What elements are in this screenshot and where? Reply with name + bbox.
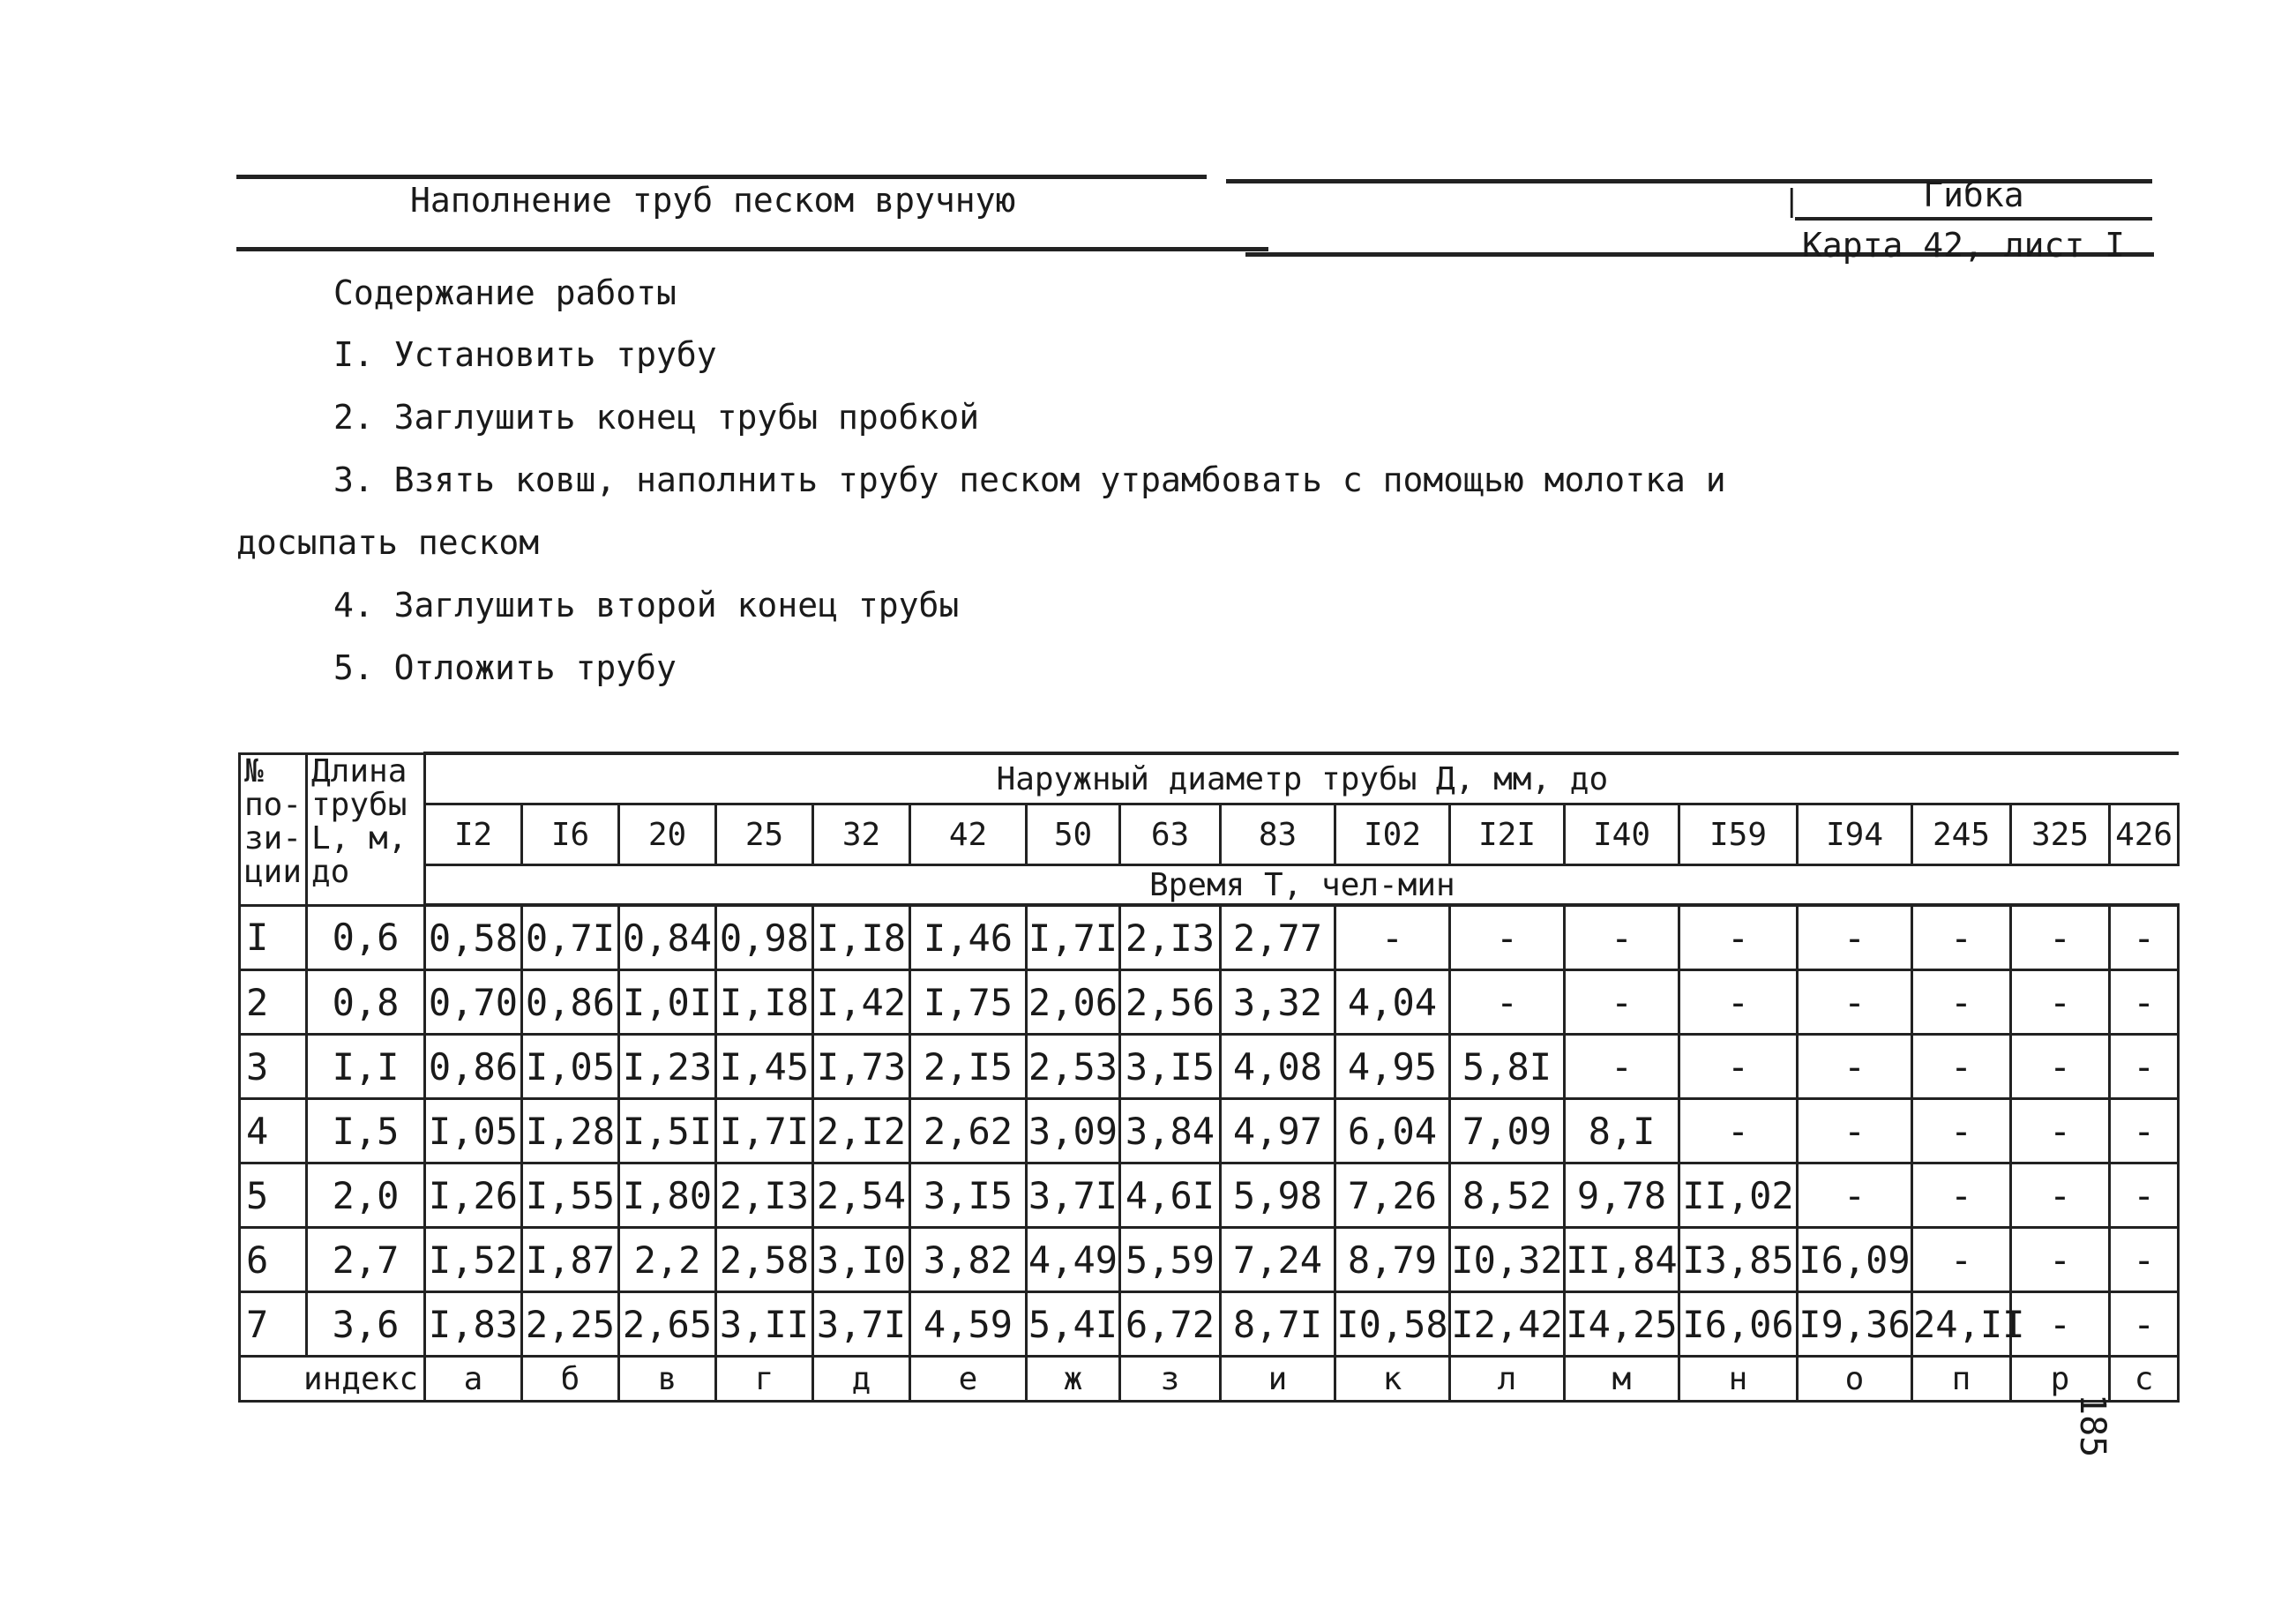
- time-cell: I,83: [425, 1292, 522, 1357]
- page-title: Наполнение труб песком вручную: [410, 181, 1016, 220]
- diameter-header-cell: I6: [522, 804, 619, 865]
- length-cell: 3,6: [307, 1292, 425, 1357]
- time-cell: 3,84: [1120, 1099, 1221, 1163]
- time-cell: 7,24: [1221, 1228, 1335, 1292]
- time-cell: -: [2110, 1035, 2179, 1099]
- diameter-header-cell: 50: [1027, 804, 1120, 865]
- time-cell: I3,85: [1679, 1228, 1798, 1292]
- position-cell: I: [240, 905, 307, 970]
- time-cell: I,7I: [716, 1099, 813, 1163]
- category-label: Гибка: [1795, 173, 2152, 221]
- time-norms-table: [238, 752, 2180, 1403]
- time-cell: I9,36: [1798, 1292, 1912, 1357]
- index-row: [240, 1357, 2179, 1402]
- table-row: [240, 1292, 2179, 1357]
- time-cell: -: [1565, 970, 1679, 1035]
- diameter-header-cell: I2I: [1450, 804, 1565, 865]
- position-cell: 6: [240, 1228, 307, 1292]
- diameter-header-cell: 426: [2110, 804, 2179, 865]
- time-cell: I6,06: [1679, 1292, 1798, 1357]
- time-cell: 2,I2: [813, 1099, 910, 1163]
- time-cell: 2,I3: [716, 1163, 813, 1228]
- diameter-header-cell: 63: [1120, 804, 1221, 865]
- table-row: [240, 1099, 2179, 1163]
- step-5: 5. Отложить трубу: [333, 648, 677, 687]
- length-cell: 2,0: [307, 1163, 425, 1228]
- time-cell: 5,8I: [1450, 1035, 1565, 1099]
- time-cell: I,5I: [619, 1099, 716, 1163]
- diameter-header-cell: I40: [1565, 804, 1679, 865]
- time-cell: 8,79: [1335, 1228, 1450, 1292]
- position-column-header: № по-зи-ции: [240, 753, 307, 905]
- step-4: 4. Заглушить второй конец трубы: [333, 586, 960, 625]
- step-3: 3. Взять ковш, наполнить трубу песком утрамбовать с помощью молотка и: [333, 460, 1726, 499]
- time-cell: -: [2110, 1163, 2179, 1228]
- time-cell: I,26: [425, 1163, 522, 1228]
- time-cell: -: [2110, 1228, 2179, 1292]
- time-cell: I,I8: [716, 970, 813, 1035]
- time-header: Время T, чел-мин: [425, 865, 2179, 906]
- time-cell: 5,4I: [1027, 1292, 1120, 1357]
- length-cell: I,I: [307, 1035, 425, 1099]
- index-cell: с: [2110, 1357, 2179, 1402]
- diameter-header-cell: I02: [1335, 804, 1450, 865]
- time-cell: -: [2011, 1163, 2110, 1228]
- time-cell: I,I8: [813, 905, 910, 970]
- time-cell: 24,II: [1912, 1292, 2011, 1357]
- time-cell: -: [1912, 905, 2011, 970]
- diameter-row: [240, 804, 2179, 865]
- time-cell: 2,2: [619, 1228, 716, 1292]
- diameter-header: Наружный диаметр трубы Д, мм, до: [425, 753, 2179, 804]
- table-body: [240, 905, 2179, 1402]
- position-cell: 5: [240, 1163, 307, 1228]
- time-cell: -: [1565, 1035, 1679, 1099]
- time-cell: I0,58: [1335, 1292, 1450, 1357]
- time-cell: 6,04: [1335, 1099, 1450, 1163]
- time-cell: I2,42: [1450, 1292, 1565, 1357]
- position-cell: 4: [240, 1099, 307, 1163]
- time-cell: -: [1798, 1163, 1912, 1228]
- time-cell: -: [2011, 905, 2110, 970]
- length-cell: I,5: [307, 1099, 425, 1163]
- position-cell: 7: [240, 1292, 307, 1357]
- index-cell: л: [1450, 1357, 1565, 1402]
- position-cell: 3: [240, 1035, 307, 1099]
- time-cell: I,73: [813, 1035, 910, 1099]
- diameter-header-cell: I59: [1679, 804, 1798, 865]
- index-cell: ж: [1027, 1357, 1120, 1402]
- time-cell: 7,09: [1450, 1099, 1565, 1163]
- time-cell: 2,I5: [910, 1035, 1027, 1099]
- time-cell: 3,32: [1221, 970, 1335, 1035]
- time-cell: 0,98: [716, 905, 813, 970]
- time-cell: -: [2110, 1292, 2179, 1357]
- time-cell: I,23: [619, 1035, 716, 1099]
- diameter-header-cell: 325: [2011, 804, 2110, 865]
- time-cell: -: [1912, 1163, 2011, 1228]
- time-cell: II,84: [1565, 1228, 1679, 1292]
- time-cell: -: [2011, 970, 2110, 1035]
- time-cell: 4,59: [910, 1292, 1027, 1357]
- index-cell: п: [1912, 1357, 2011, 1402]
- diameter-header-cell: 42: [910, 804, 1027, 865]
- content-heading: Содержание работы: [333, 273, 677, 312]
- time-cell: 2,62: [910, 1099, 1027, 1163]
- index-label: индекс: [240, 1357, 425, 1402]
- index-cell: б: [522, 1357, 619, 1402]
- time-cell: I,28: [522, 1099, 619, 1163]
- time-cell: 0,7I: [522, 905, 619, 970]
- time-cell: I,7I: [1027, 905, 1120, 970]
- position-cell: 2: [240, 970, 307, 1035]
- diameter-header-cell: 32: [813, 804, 910, 865]
- time-cell: 2,I3: [1120, 905, 1221, 970]
- time-cell: 0,58: [425, 905, 522, 970]
- time-cell: -: [1798, 970, 1912, 1035]
- time-cell: I,80: [619, 1163, 716, 1228]
- time-cell: I,75: [910, 970, 1027, 1035]
- time-cell: -: [1912, 1035, 2011, 1099]
- time-cell: 3,II: [716, 1292, 813, 1357]
- time-cell: 4,49: [1027, 1228, 1120, 1292]
- time-cell: I,45: [716, 1035, 813, 1099]
- time-cell: 0,84: [619, 905, 716, 970]
- time-cell: 5,59: [1120, 1228, 1221, 1292]
- time-cell: I,05: [522, 1035, 619, 1099]
- time-cell: I6,09: [1798, 1228, 1912, 1292]
- time-cell: I,52: [425, 1228, 522, 1292]
- table-row: [240, 1035, 2179, 1099]
- time-cell: 3,09: [1027, 1099, 1120, 1163]
- time-cell: -: [2110, 970, 2179, 1035]
- time-cell: -: [1798, 1099, 1912, 1163]
- time-cell: -: [1679, 970, 1798, 1035]
- time-cell: -: [1798, 905, 1912, 970]
- time-cell: -: [2110, 905, 2179, 970]
- index-cell: е: [910, 1357, 1027, 1402]
- index-cell: о: [1798, 1357, 1912, 1402]
- diameter-header-cell: 25: [716, 804, 813, 865]
- time-cell: -: [1679, 905, 1798, 970]
- time-cell: 8,52: [1450, 1163, 1565, 1228]
- time-cell: 9,78: [1565, 1163, 1679, 1228]
- time-cell: 3,I5: [1120, 1035, 1221, 1099]
- time-cell: 2,53: [1027, 1035, 1120, 1099]
- diameter-header-cell: I94: [1798, 804, 1912, 865]
- time-cell: -: [1912, 1099, 2011, 1163]
- time-cell: -: [1565, 905, 1679, 970]
- diameter-header-cell: I2: [425, 804, 522, 865]
- time-cell: -: [1798, 1035, 1912, 1099]
- time-cell: 8,7I: [1221, 1292, 1335, 1357]
- time-cell: -: [1335, 905, 1450, 970]
- table-row: [240, 970, 2179, 1035]
- time-cell: 2,06: [1027, 970, 1120, 1035]
- header-top-rule: [236, 175, 1207, 179]
- time-cell: 0,86: [522, 970, 619, 1035]
- time-cell: -: [1679, 1099, 1798, 1163]
- index-cell: и: [1221, 1357, 1335, 1402]
- time-cell: 2,65: [619, 1292, 716, 1357]
- index-cell: а: [425, 1357, 522, 1402]
- time-cell: -: [2011, 1292, 2110, 1357]
- index-cell: г: [716, 1357, 813, 1402]
- index-cell: р: [2011, 1357, 2110, 1402]
- index-cell: м: [1565, 1357, 1679, 1402]
- index-cell: в: [619, 1357, 716, 1402]
- time-cell: 2,58: [716, 1228, 813, 1292]
- time-cell: 0,70: [425, 970, 522, 1035]
- index-cell: з: [1120, 1357, 1221, 1402]
- time-cell: 2,54: [813, 1163, 910, 1228]
- time-cell: -: [1450, 905, 1565, 970]
- time-cell: 2,77: [1221, 905, 1335, 970]
- length-column-header: Длина трубы L, м, до: [307, 753, 425, 905]
- time-cell: 3,I5: [910, 1163, 1027, 1228]
- length-cell: 2,7: [307, 1228, 425, 1292]
- time-cell: 4,6I: [1120, 1163, 1221, 1228]
- time-cell: II,02: [1679, 1163, 1798, 1228]
- time-cell: I,55: [522, 1163, 619, 1228]
- table-row: [240, 1163, 2179, 1228]
- time-cell: I,46: [910, 905, 1027, 970]
- time-cell: I0,32: [1450, 1228, 1565, 1292]
- time-cell: 5,98: [1221, 1163, 1335, 1228]
- time-cell: 7,26: [1335, 1163, 1450, 1228]
- time-cell: -: [2011, 1035, 2110, 1099]
- time-cell: 6,72: [1120, 1292, 1221, 1357]
- time-cell: 3,82: [910, 1228, 1027, 1292]
- time-cell: I,42: [813, 970, 910, 1035]
- time-cell: 4,08: [1221, 1035, 1335, 1099]
- time-cell: I4,25: [1565, 1292, 1679, 1357]
- index-cell: д: [813, 1357, 910, 1402]
- table-row: [240, 905, 2179, 970]
- diameter-header-cell: 83: [1221, 804, 1335, 865]
- diameter-header-cell: 245: [1912, 804, 2011, 865]
- time-cell: -: [1912, 1228, 2011, 1292]
- time-cell: -: [1450, 970, 1565, 1035]
- separator-mark: |: [1783, 183, 1801, 219]
- time-cell: -: [2011, 1099, 2110, 1163]
- time-cell: 4,95: [1335, 1035, 1450, 1099]
- card-sheet-label: Карта 42, лист I: [1802, 226, 2126, 265]
- index-cell: н: [1679, 1357, 1798, 1402]
- header-bottom-rule: [236, 247, 1268, 251]
- step-1: I. Установить трубу: [333, 335, 717, 374]
- diameter-header-cell: 20: [619, 804, 716, 865]
- step-3-continued: досыпать песком: [236, 523, 540, 562]
- page-number: 185: [2072, 1394, 2113, 1458]
- time-cell: 3,I0: [813, 1228, 910, 1292]
- time-cell: 8,I: [1565, 1099, 1679, 1163]
- time-cell: 3,7I: [1027, 1163, 1120, 1228]
- time-cell: 2,56: [1120, 970, 1221, 1035]
- time-cell: -: [1679, 1035, 1798, 1099]
- length-cell: 0,6: [307, 905, 425, 970]
- card-info: [1783, 173, 2152, 270]
- time-cell: 4,04: [1335, 970, 1450, 1035]
- time-cell: 0,86: [425, 1035, 522, 1099]
- table-row: [240, 1228, 2179, 1292]
- time-cell: -: [1912, 970, 2011, 1035]
- step-2: 2. Заглушить конец трубы пробкой: [333, 398, 980, 437]
- index-cell: к: [1335, 1357, 1450, 1402]
- time-cell: 3,7I: [813, 1292, 910, 1357]
- time-cell: -: [2110, 1099, 2179, 1163]
- time-cell: 2,25: [522, 1292, 619, 1357]
- length-cell: 0,8: [307, 970, 425, 1035]
- time-cell: I,05: [425, 1099, 522, 1163]
- time-cell: -: [2011, 1228, 2110, 1292]
- time-cell: I,0I: [619, 970, 716, 1035]
- time-cell: I,87: [522, 1228, 619, 1292]
- time-cell: 4,97: [1221, 1099, 1335, 1163]
